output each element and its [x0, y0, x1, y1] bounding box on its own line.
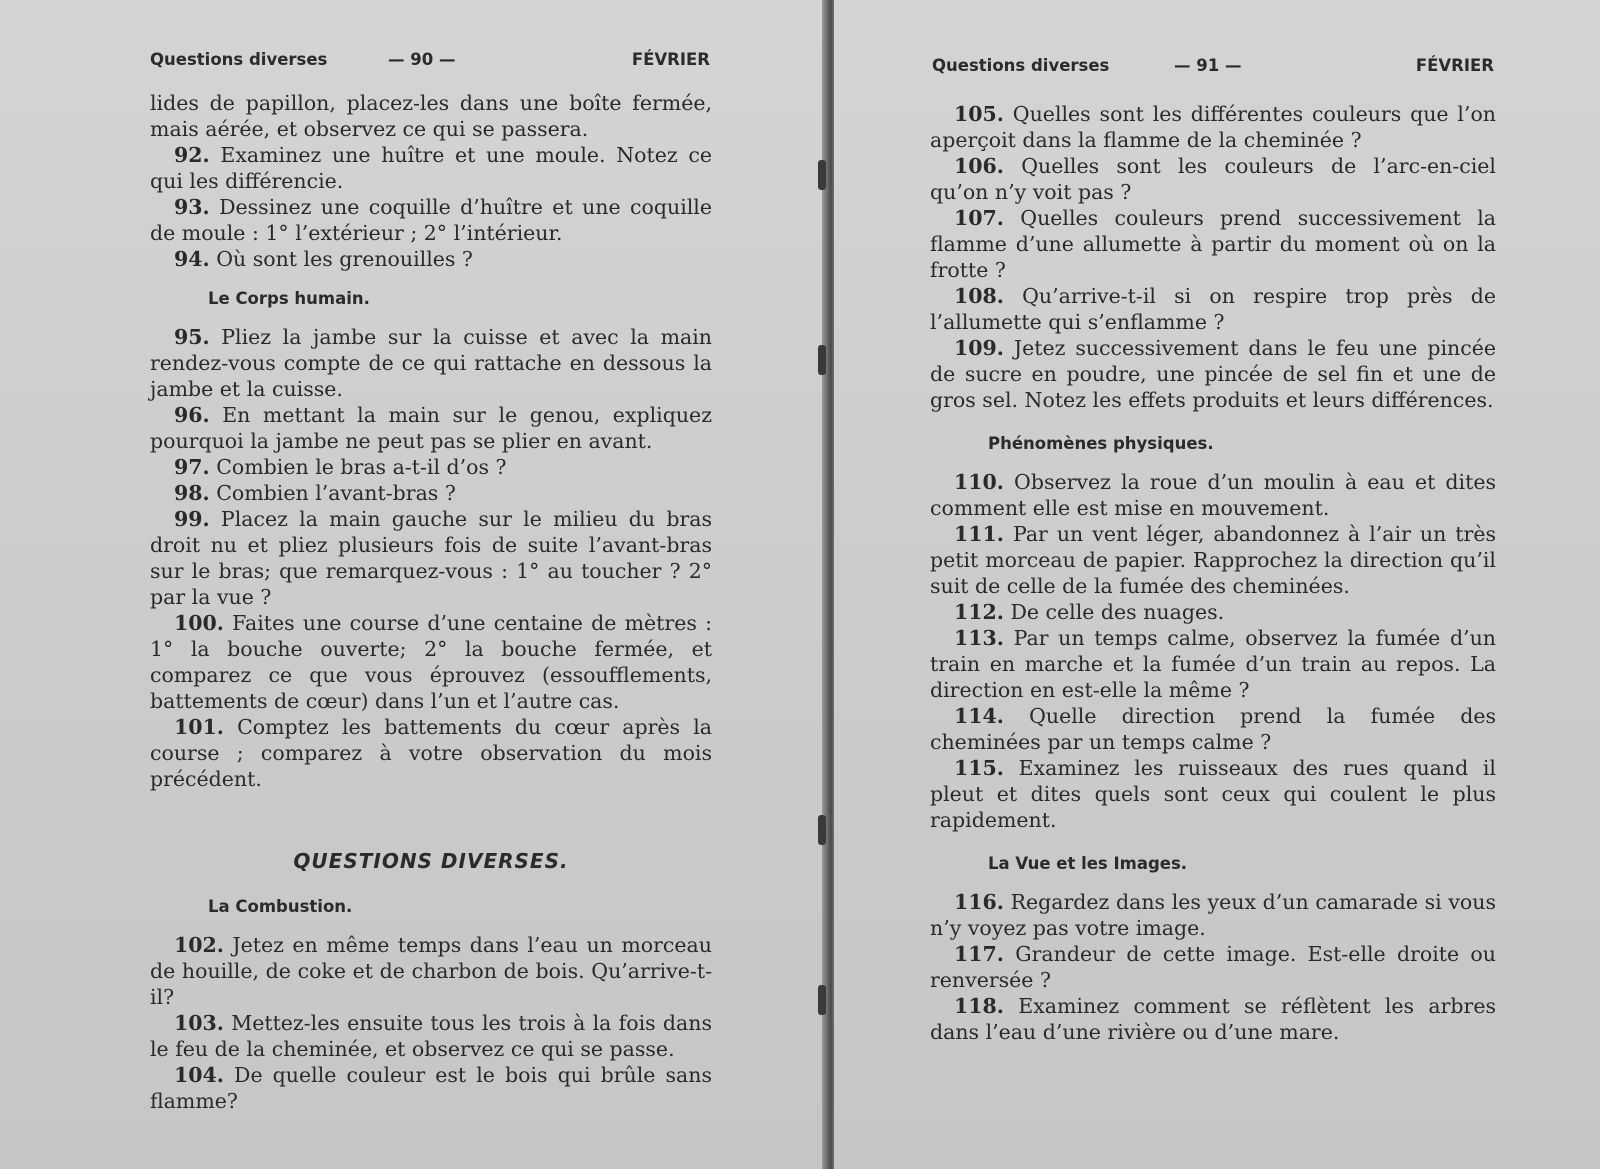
question-number: 107. [954, 206, 1004, 230]
chapter-title: QUESTIONS DIVERSES. [293, 849, 569, 873]
question-item [150, 324, 712, 402]
question-number: 93. [174, 195, 210, 219]
question-item [930, 941, 1496, 993]
question-text: Faites une course d’une centaine de mètres : 1° la bouche ouverte; 2° la bouche fermée, et comparez ce que vous éprouvez (essoufflements, battements de cœur) dans l’un et l’autre cas. [150, 611, 712, 713]
question-item [930, 521, 1496, 599]
question-text: De celle des nuages. [1010, 600, 1225, 624]
question-number: 110. [954, 470, 1004, 494]
question-number: 114. [954, 704, 1004, 728]
question-number: 97. [174, 455, 210, 479]
section-heading-vue-images: La Vue et les Images. [988, 854, 1188, 873]
question-text: Examinez une huître et une moule. Notez ce qui les différencie. [150, 143, 712, 193]
question-text: Quelles sont les couleurs de l’arc-en-ciel qu’on n’y voit pas ? [930, 154, 1496, 204]
question-number: 100. [174, 611, 224, 635]
question-number: 104. [174, 1063, 224, 1087]
question-item [930, 205, 1496, 283]
question-item [150, 932, 712, 1010]
left-page-body [150, 90, 712, 1114]
binding-staple [818, 345, 826, 375]
question-number: 113. [954, 626, 1004, 650]
question-text: En mettant la main sur le genou, expliquez pourquoi la jambe ne peut pas se plier en avant. [150, 403, 712, 453]
question-text: Examinez comment se réflètent les arbres dans l’eau d’une rivière ou d’une mare. [930, 994, 1496, 1044]
question-number: 96. [174, 403, 210, 427]
right-page [834, 0, 1600, 1169]
question-item [930, 993, 1496, 1045]
question-text: Combien l’avant-bras ? [216, 481, 456, 505]
question-item [930, 889, 1496, 941]
header-month: FÉVRIER [1415, 56, 1494, 75]
question-number: 108. [954, 284, 1004, 308]
header-month: FÉVRIER [631, 50, 710, 69]
question-number: 102. [174, 933, 224, 957]
question-text: Comptez les battements du cœur après la course ; comparez à votre observation du mois précédent. [150, 715, 712, 791]
question-item [150, 506, 712, 610]
question-text: lides de papillon, placez-les dans une boîte fermée, mais aérée, et observez ce qui se passera. [150, 91, 712, 141]
question-item [930, 703, 1496, 755]
question-item [150, 90, 712, 142]
question-item [150, 194, 712, 246]
question-number: 95. [174, 325, 210, 349]
question-item [150, 714, 712, 792]
question-item [930, 283, 1496, 335]
question-item [150, 454, 712, 480]
question-number: 109. [954, 336, 1004, 360]
question-item [150, 246, 712, 272]
question-text: Grandeur de cette image. Est-elle droite ou renversée ? [930, 942, 1496, 992]
question-number: 98. [174, 481, 210, 505]
question-text: Quelle direction prend la fumée des cheminées par un temps calme ? [930, 704, 1496, 754]
section-heading-corps-humain: Le Corps humain. [208, 289, 370, 308]
question-number: 106. [954, 154, 1004, 178]
question-item [150, 480, 712, 506]
section-heading-combustion: La Combustion. [208, 897, 353, 916]
section-heading-phenomenes: Phénomènes physiques. [988, 434, 1214, 453]
question-item [150, 142, 712, 194]
binding-staple [818, 985, 826, 1015]
question-number: 94. [174, 247, 210, 271]
question-item [930, 755, 1496, 833]
binding-staple [818, 160, 826, 190]
question-item [150, 610, 712, 714]
question-number: 117. [954, 942, 1004, 966]
question-text: Observez la roue d’un moulin à eau et dites comment elle est mise en mouvement. [930, 470, 1496, 520]
header-section-title: Questions diverses [932, 56, 1110, 75]
question-number: 101. [174, 715, 224, 739]
question-item [930, 153, 1496, 205]
question-text: Quelles sont les différentes couleurs que l’on aperçoit dans la flamme de la cheminée ? [930, 102, 1496, 152]
question-text: Jetez successivement dans le feu une pincée de sucre en poudre, une pincée de sel fin et une de gros sel. Notez les effets produits et leurs différences. [930, 336, 1496, 412]
question-text: Par un vent léger, abandonnez à l’air un très petit morceau de papier. Rapprochez la direction qu’il suit de celle de la fumée des cheminées. [930, 522, 1496, 598]
binding-staple [818, 815, 826, 845]
page-number: — 91 — [1174, 56, 1242, 75]
question-item [150, 402, 712, 454]
question-number: 116. [954, 890, 1004, 914]
question-text: Combien le bras a-t-il d’os ? [216, 455, 507, 479]
right-page-body [930, 101, 1496, 1045]
question-item [150, 1062, 712, 1114]
left-page-header [150, 50, 710, 76]
question-number: 92. [174, 143, 210, 167]
question-item [150, 1010, 712, 1062]
question-text: Examinez les ruisseaux des rues quand il pleut et dites quels sont ceux qui coulent le plus rapidement. [930, 756, 1496, 832]
question-text: Par un temps calme, observez la fumée d’un train en marche et la fumée d’un train au repos. La direction en est-elle la même ? [930, 626, 1496, 702]
header-section-title: Questions diverses [150, 50, 328, 69]
question-item [930, 599, 1496, 625]
question-text: Mettez-les ensuite tous les trois à la fois dans le feu de la cheminée, et observez ce qui se passe. [150, 1011, 712, 1061]
question-item [930, 625, 1496, 703]
question-text: Dessinez une coquille d’huître et une coquille de moule : 1° l’extérieur ; 2° l’intérieur. [150, 195, 712, 245]
question-item [930, 101, 1496, 153]
question-item [930, 335, 1496, 413]
question-number: 105. [954, 102, 1004, 126]
question-number: 103. [174, 1011, 224, 1035]
page-number: — 90 — [388, 50, 456, 69]
question-item [930, 469, 1496, 521]
question-text: De quelle couleur est le bois qui brûle sans flamme? [150, 1063, 712, 1113]
question-number: 111. [954, 522, 1004, 546]
question-number: 99. [174, 507, 210, 531]
question-text: Placez la main gauche sur le milieu du bras droit nu et pliez plusieurs fois de suite l’avant-bras sur le bras; que remarquez-vous : 1° au toucher ? 2° par la vue ? [150, 507, 712, 609]
question-number: 115. [954, 756, 1004, 780]
question-text: Jetez en même temps dans l’eau un morceau de houille, de coke et de charbon de bois. Qu’arrive-t-il? [150, 933, 712, 1009]
question-number: 112. [954, 600, 1004, 624]
question-text: Pliez la jambe sur la cuisse et avec la main rendez-vous compte de ce qui rattache en dessous la jambe et la cuisse. [150, 325, 712, 401]
question-text: Quelles couleurs prend successivement la flamme d’une allumette à partir du moment où on la frotte ? [930, 206, 1496, 282]
right-page-header [932, 56, 1494, 82]
question-text: Où sont les grenouilles ? [216, 247, 473, 271]
question-text: Qu’arrive-t-il si on respire trop près de l’allumette qui s’enflamme ? [930, 284, 1496, 334]
question-text: Regardez dans les yeux d’un camarade si vous n’y voyez pas votre image. [930, 890, 1496, 940]
question-number: 118. [954, 994, 1004, 1018]
